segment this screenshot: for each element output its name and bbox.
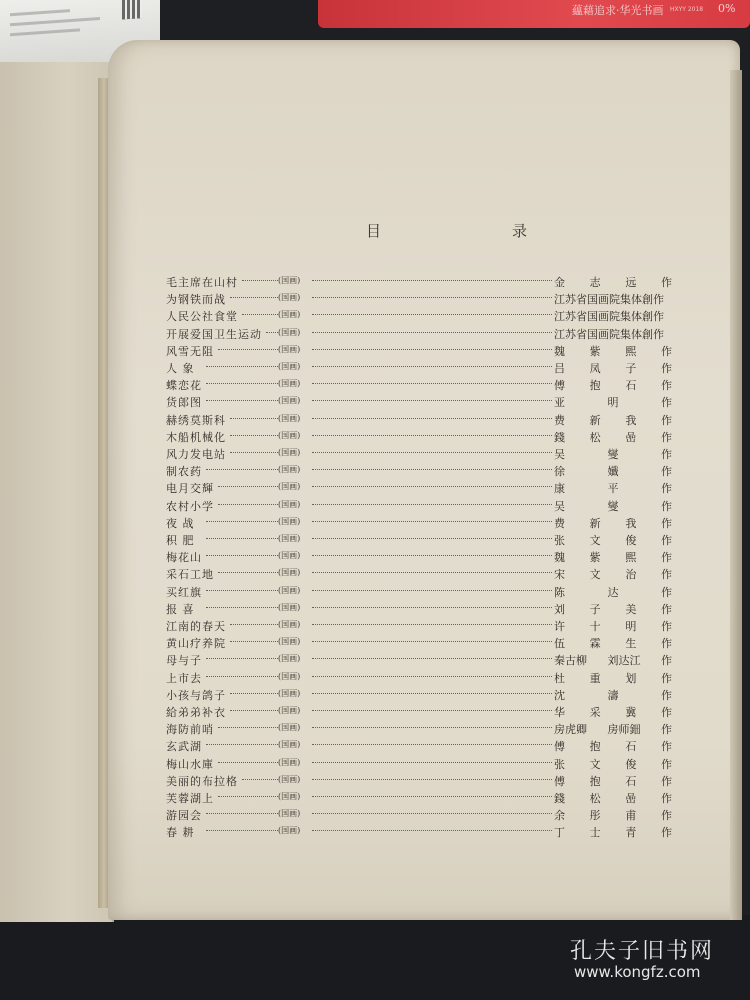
toc-entry [166,635,678,652]
entry-title: 风雪无阻 [166,344,214,358]
toc-entry [166,549,678,566]
toc-entry [166,394,678,411]
dot-leader [312,366,552,367]
toc-entry [166,807,678,824]
toc-entry [166,480,678,497]
dot-leader [312,555,552,556]
entry-medium: (国画) [278,482,301,492]
entry-medium: (国画) [278,774,301,784]
entry-author: 傅 抱 石 作 [554,740,672,754]
entry-title: 梅山水庫 [166,757,214,771]
toc-entry [166,532,678,549]
dot-leader [312,830,552,831]
entry-author: 傅 抱 石 作 [554,774,672,788]
entry-medium: (国画) [278,293,301,303]
dot-leader [242,280,278,281]
entry-title: 上市去 [166,671,202,685]
entry-author: 华 采 冀 作 [554,706,672,719]
toc-entry [166,498,678,515]
dot-leader [312,607,552,608]
watermark-logo: 孔夫子旧书网 [570,939,715,964]
entry-medium: (国画) [278,430,301,440]
dot-leader [266,332,278,333]
entry-medium: (国画) [278,379,301,389]
toc-entry [166,446,678,463]
entry-author: 江苏省国画院集体創作 [554,327,664,341]
entry-medium: (国画) [278,276,301,285]
entry-author: 江苏省国画院集体創作 [554,293,664,307]
entry-medium: (国画) [278,826,301,836]
page-edge [730,70,742,920]
red-card-small-text: HXYY 2018 [670,6,704,13]
entry-author: 费 新 我 作 [554,516,672,530]
entry-medium: (国画) [278,654,301,664]
toc-entry [166,704,678,721]
toc-entry [166,412,678,429]
dot-leader [312,521,552,522]
dot-leader [206,400,278,401]
dot-leader [206,521,278,522]
entry-title: 夜 战 [166,516,195,530]
entry-title: 給弟弟补衣 [166,706,226,719]
dot-leader [312,572,552,573]
entry-medium: (国画) [278,413,301,423]
toc-entry [166,670,678,687]
entry-title: 春 耕 [166,826,195,840]
entry-author: 金 志 远 作 [554,276,672,289]
entry-title: 母与子 [166,654,202,668]
entry-medium: (国画) [278,499,301,509]
dot-leader [312,469,552,470]
toc-entry [166,652,678,669]
dot-leader [312,486,552,487]
toc-entry [166,360,678,377]
entry-author: 傅 抱 石 作 [554,379,672,393]
entry-author: 宋 文 治 作 [554,568,672,582]
entry-medium: (国画) [278,448,301,457]
dot-leader [312,658,552,659]
toc-entry [166,773,678,790]
dot-leader [206,538,278,539]
entry-title: 报 喜 [166,602,195,616]
toc-entry [166,429,678,446]
entry-medium: (国画) [278,602,301,612]
entry-title: 积 肥 [166,534,195,547]
dot-leader [312,710,552,711]
entry-author: 康 平 作 [554,482,672,496]
dot-leader [218,727,278,728]
entry-author: 沈 濤 作 [554,688,672,702]
dot-leader [312,538,552,539]
dot-leader [206,607,278,608]
entry-author: 费 新 我 作 [554,413,672,427]
entry-title: 木船机械化 [166,430,226,444]
watermark-url: www.kongfz.com [574,963,701,981]
entry-medium: (国画) [278,516,301,526]
dot-leader [206,744,278,745]
dot-leader [230,710,278,711]
dot-leader [206,555,278,556]
entry-author: 魏 紫 熙 作 [554,344,672,358]
toc-entry [166,756,678,773]
dot-leader [206,676,278,677]
entry-title: 海防前哨 [166,723,214,737]
toc-entry [166,463,678,480]
entry-author: 伍 霖 生 作 [554,637,672,651]
toc-entry [166,738,678,755]
toc-entry [166,291,678,308]
dot-leader [312,744,552,745]
entry-title: 美丽的布拉格 [166,774,238,788]
dot-leader [312,297,552,298]
dot-leader [312,452,552,453]
entry-author: 秦古柳 刘达江 作 [554,654,672,668]
dot-leader [230,693,278,694]
dot-leader [206,383,278,384]
toc-entry [166,377,678,394]
entry-author: 陈 达 作 [554,585,672,599]
toc-entry [166,687,678,704]
entry-title: 赫绣莫斯科 [166,413,226,427]
entry-title: 电月交輝 [166,482,214,496]
entry-medium: (国画) [278,396,301,406]
entry-title: 人 象 [166,362,195,375]
dot-leader [312,418,552,419]
toc-entry [166,274,678,291]
entry-medium: (国画) [278,637,301,647]
entry-author: 吴 燮 作 [554,499,672,513]
background-red-card [318,0,750,28]
entry-medium: (国画) [278,620,301,629]
dot-leader [206,830,278,831]
toc-entry [166,326,678,343]
dot-leader [242,779,278,780]
dot-leader [312,641,552,642]
dot-leader [218,796,278,797]
entry-medium: (国画) [278,723,301,733]
entry-medium: (国画) [278,706,301,715]
entry-title: 芙蓉湖上 [166,792,214,805]
dot-leader [206,590,278,591]
toc-entry [166,584,678,601]
dot-leader [230,624,278,625]
entry-title: 开展爱国卫生运动 [166,327,262,341]
dot-leader [312,314,552,315]
dot-leader [312,779,552,780]
entry-author: 錢 松 喦 作 [554,792,672,805]
dot-leader [312,813,552,814]
entry-title: 梅花山 [166,551,202,565]
dot-leader [312,796,552,797]
entry-author: 丁 士 青 作 [554,826,672,840]
entry-author: 魏 紫 熙 作 [554,551,672,565]
entry-medium: (国画) [278,362,301,371]
entry-author: 亚 明 作 [554,396,672,410]
entry-title: 小孩与鸽子 [166,688,226,702]
entry-title: 货郎图 [166,396,202,410]
dot-leader [312,676,552,677]
entry-medium: (国画) [278,740,301,750]
dot-leader [206,366,278,367]
entry-author: 张 文 俊 作 [554,534,672,547]
entry-author: 徐 孅 作 [554,465,672,479]
entry-title: 制农药 [166,465,202,479]
entry-title: 人民公社食堂 [166,310,238,324]
entry-author: 许 十 明 作 [554,620,672,633]
dot-leader [312,762,552,763]
dot-leader [312,504,552,505]
dot-leader [312,280,552,281]
entry-author: 杜 重 划 作 [554,671,672,685]
dot-leader [312,332,552,333]
entry-title: 玄武湖 [166,740,202,754]
entry-title: 江南的春天 [166,620,226,633]
dot-leader [218,504,278,505]
entry-medium: (国画) [278,310,301,320]
entry-title: 黄山疗养院 [166,637,226,651]
toc-entry [166,308,678,325]
entry-title: 游园会 [166,809,202,823]
toc-entry [166,824,678,841]
entry-medium: (国画) [278,792,301,801]
toc-entry [166,618,678,635]
entry-medium: (国画) [278,465,301,475]
entry-title: 买红旗 [166,585,202,599]
dot-leader [312,727,552,728]
entry-medium: (国画) [278,327,301,337]
entry-author: 张 文 俊 作 [554,757,672,771]
dot-leader [230,418,278,419]
toc-entry [166,343,678,360]
dot-leader [230,297,278,298]
dot-leader [242,314,278,315]
toc-entry [166,721,678,738]
entry-medium: (国画) [278,534,301,543]
entry-title: 风力发电站 [166,448,226,461]
dot-leader [206,469,278,470]
dot-leader [312,349,552,350]
dot-leader [206,658,278,659]
entry-author: 吴 燮 作 [554,448,672,461]
entry-medium: (国画) [278,688,301,698]
dot-leader [206,813,278,814]
dot-leader [312,400,552,401]
entry-title: 为钢铁而战 [166,293,226,307]
qr-code-icon [122,0,142,19]
entry-medium: (国画) [278,585,301,595]
entry-title: 采石工地 [166,568,214,582]
entry-author: 吕 凤 子 作 [554,362,672,375]
left-page [0,62,114,922]
dot-leader [230,435,278,436]
entry-medium: (国画) [278,568,301,578]
dot-leader [312,693,552,694]
entry-title: 毛主席在山村 [166,276,238,289]
entry-medium: (国画) [278,344,301,354]
dot-leader [312,590,552,591]
entry-title: 农村小学 [166,499,214,513]
toc-title: 目 录 [366,222,586,240]
toc-entry [166,601,678,618]
dot-leader [312,624,552,625]
red-card-text: 蘊藉追求·华光书画 [572,4,664,17]
red-card-percent: 0% [718,2,736,15]
dot-leader [218,349,278,350]
dot-leader [218,762,278,763]
entry-medium: (国画) [278,551,301,561]
entry-author: 刘 子 美 作 [554,602,672,616]
dot-leader [312,383,552,384]
entry-medium: (国画) [278,809,301,819]
entry-medium: (国画) [278,757,301,767]
entry-title: 蝶恋花 [166,379,202,393]
dot-leader [230,452,278,453]
dot-leader [312,435,552,436]
dot-leader [218,486,278,487]
dot-leader [230,641,278,642]
entry-author: 江苏省国画院集体創作 [554,310,664,324]
entry-medium: (国画) [278,671,301,681]
toc-entry [166,566,678,583]
entry-author: 余 彤 甫 作 [554,809,672,823]
toc-entry [166,790,678,807]
toc-entry [166,515,678,532]
dot-leader [218,572,278,573]
entry-author: 錢 松 喦 作 [554,430,672,444]
entry-author: 房虎卿 房师鈿 作 [554,723,672,737]
